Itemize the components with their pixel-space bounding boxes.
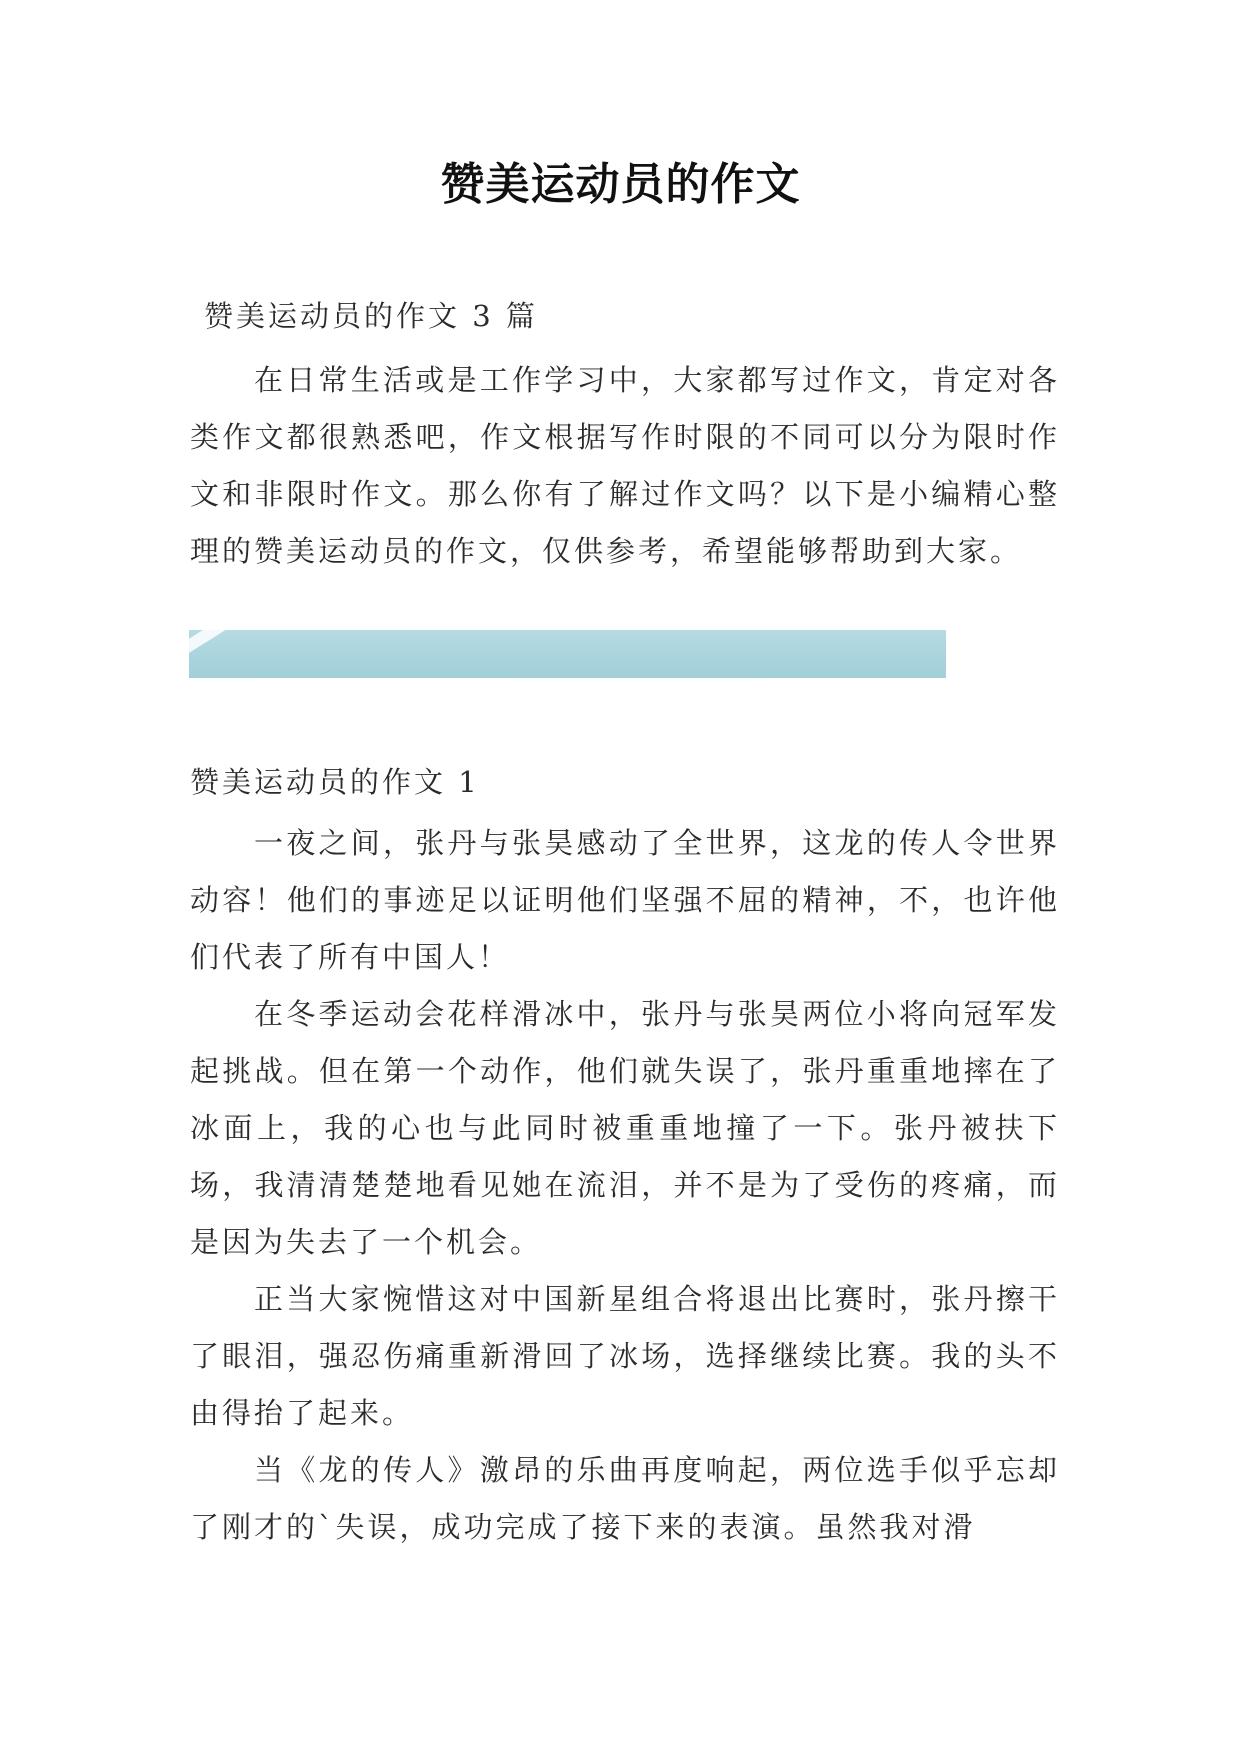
essay-paragraph: 在冬季运动会花样滑冰中，张丹与张昊两位小将向冠军发起挑战。但在第一个动作，他们就失误了，张丹重重地摔在了冰面上，我的心也与此同时被重重地撞了一下。张丹被扶下场，我清清楚楚地看见她在流泪，并不是为了受伤的疼痛，而是因为失去了一个机会。 bbox=[190, 997, 1060, 1259]
essay-paragraph: 当《龙的传人》激昂的乐曲再度响起，两位选手似乎忘却了刚才的`失误，成功完成了接下来的表演。虽然我对滑 bbox=[190, 1453, 1060, 1544]
banner-light-streak bbox=[189, 630, 225, 678]
banner-image bbox=[189, 630, 946, 678]
essay-paragraph: 一夜之间，张丹与张昊感动了全世界，这龙的传人令世界动容！他们的事迹足以证明他们坚强不屈的精神，不，也许他们代表了所有中国人！ bbox=[190, 826, 1060, 974]
document-subtitle: 赞美运动员的作文 3 篇 bbox=[204, 299, 538, 333]
document-title: 赞美运动员的作文 bbox=[440, 159, 801, 210]
section-heading: 赞美运动员的作文 1 bbox=[190, 765, 480, 799]
essay-paragraph: 正当大家惋惜这对中国新星组合将退出比赛时，张丹擦干了眼泪，强忍伤痛重新滑回了冰场，选择继续比赛。我的头不由得抬了起来。 bbox=[190, 1282, 1060, 1430]
essay-body bbox=[190, 815, 1060, 1556]
intro-paragraph: 在日常生活或是工作学习中，大家都写过作文，肯定对各类作文都很熟悉吧，作文根据写作时限的不同可以分为限时作文和非限时作文。那么你有了解过作文吗？以下是小编精心整理的赞美运动员的作文，仅供参考，希望能够帮助到大家。 bbox=[190, 363, 1060, 568]
